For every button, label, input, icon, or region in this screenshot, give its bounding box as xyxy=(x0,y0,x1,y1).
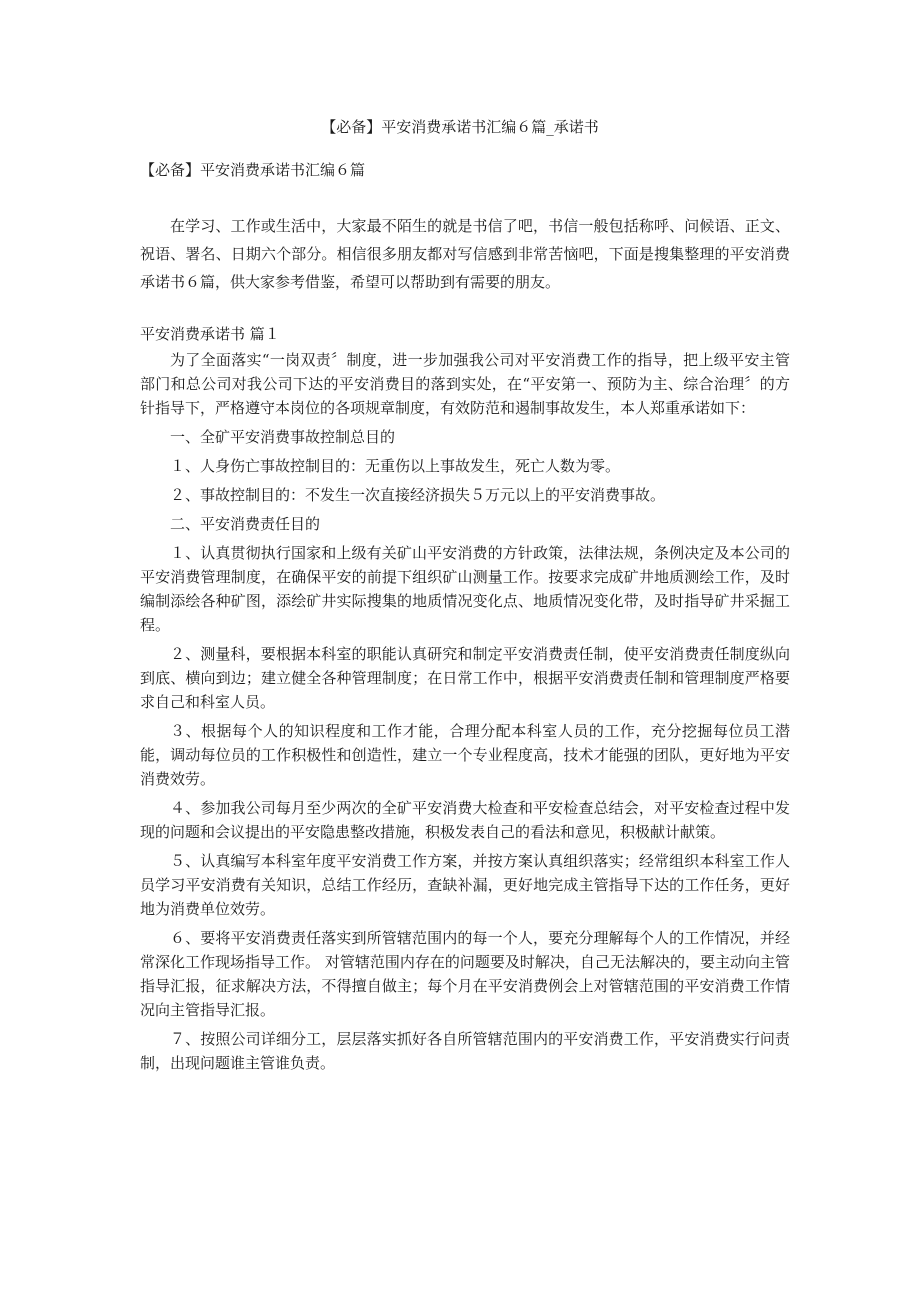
paragraph-item-5: ５、认真编写本科室年度平安消费工作方案，并按方案认真组织落实；经常组织本科室工作人员学习平安消费有关知识，总结工作经历，查缺补漏，更好地完成主管指导下达的工作任务，更好地为消费单位效劳。 xyxy=(140,852,790,918)
paragraph-item-4: ４、参加我公司每月至少两次的全矿平安消费大检查和平安检查总结会，对平安检查过程中发现的问题和会议提出的平安隐患整改措施，积极发表自己的看法和意见，积极献计献策。 xyxy=(140,799,790,841)
paragraph-accident-target: ２、事故控制目的：不发生一次直接经济损失５万元以上的平安消费事故。 xyxy=(170,486,666,504)
paragraph-item-7: ７、按照公司详细分工，层层落实抓好各自所管辖范围内的平安消费工作，平安消费实行问责制，出现问题谁主管谁负责。 xyxy=(140,1030,790,1072)
paragraph-item-1: １、认真贯彻执行国家和上级有关矿山平安消费的方针政策，法律法规，条例决定及本公司的平安消费管理制度，在确保平安的前提下组织矿山测量工作。按要求完成矿井地质测绘工作，及时编制添绘各种矿图，添绘矿井实际搜集的地质情况变化点、地质情况变化带，及时指导矿井采掘工程。 xyxy=(140,544,790,634)
paragraph-item-2: ２、测量科，要根据本科室的职能认真研究和制定平安消费责任制，使平安消费责任制度纵向到底、横向到边；建立健全各种管理制度；在日常工作中，根据平安消费责任制和管理制度严格要求自己和科室人员。 xyxy=(140,645,790,711)
body-text xyxy=(140,348,790,1080)
heading-responsibility-target: 二、平安消费责任目的 xyxy=(170,515,321,533)
intro-paragraph: 在学习、工作或生活中，大家最不陌生的就是书信了吧，书信一般包括称呼、问候语、正文、祝语、署名、日期六个部分。相信很多朋友都对写信感到非常苦恼吧，下面是搜集整理的平安消费承诺书６篇，供大家参考借鉴，希望可以帮助到有需要的朋友。 xyxy=(140,217,790,291)
document-subtitle: 【必备】平安消费承诺书汇编６篇 xyxy=(140,161,366,179)
heading-accident-control-target: 一、全矿平安消费事故控制总目的 xyxy=(170,428,396,446)
section-heading: 平安消费承诺书 篇１ xyxy=(140,325,280,343)
paragraph-injury-target: １、人身伤亡事故控制目的：无重伤以上事故发生，死亡人数为零。 xyxy=(170,457,621,475)
paragraph-item-6: ６、要将平安消费责任落实到所管辖范围内的每一个人，要充分理解每个人的工作情况，并经常深化工作现场指导工作。 对管辖范围内存在的问题要及时解决，自己无法解决的，要主动向主管指导汇报，征求解决方法，不得擅自做主；每个月在平安消费例会上对管辖范围的平安消费工作情况向主管指导汇报。 xyxy=(140,929,790,1019)
paragraph-item-3: ３、根据每个人的知识程度和工作才能，合理分配本科室人员的工作，充分挖掘每位员工潜能，调动每位员的工作积极性和创造性，建立一个专业程度高，技术才能强的团队，更好地为平安消费效劳。 xyxy=(140,722,790,788)
paragraph-intro-commitment: 为了全面落实“一岗双责〞制度，进一步加强我公司对平安消费工作的指导，把上级平安主管部门和总公司对我公司下达的平安消费目的落到实处，在“平安第一、预防为主、综合治理〞的方针指导下，严格遵守本岗位的各项规章制度，有效防范和遏制事故发生，本人郑重承诺如下： xyxy=(140,351,790,417)
document-title: 【必备】平安消费承诺书汇编６篇_承诺书 xyxy=(321,118,599,136)
